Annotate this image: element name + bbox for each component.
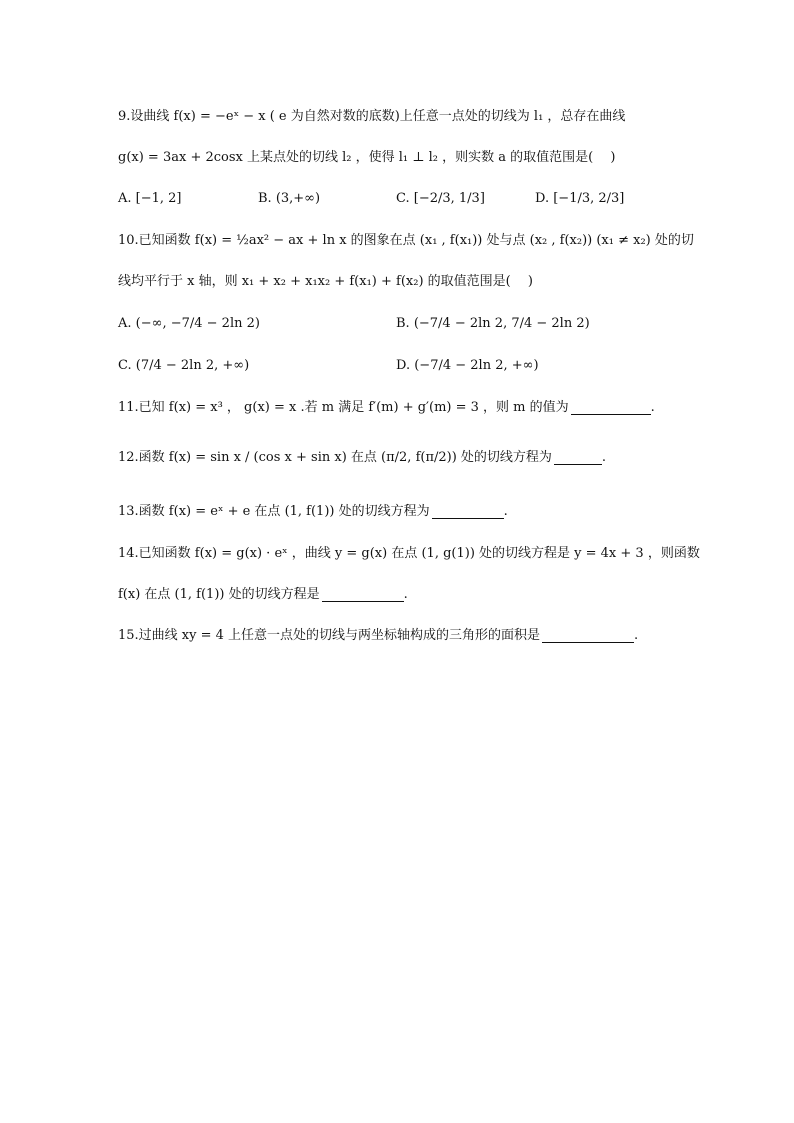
q12-text: 12.函数 f(x) = sin x / (cos x + sin x) 在点 (π/2, f(π/2)) 处的切线方程为 — [118, 450, 552, 465]
q15-end: . — [634, 628, 639, 643]
q9-line1: 9.设曲线 f(x) = −eˣ − x ( e 为自然对数的底数)上任意一点处的切线为 l₁ ，总存在曲线 — [118, 109, 626, 124]
q12-line — [118, 449, 606, 467]
q11-end: . — [650, 400, 655, 415]
q13-end: . — [503, 504, 508, 519]
q14-answer-blank[interactable] — [322, 589, 404, 602]
q9-option-b: B. (3,+∞) — [258, 191, 321, 206]
q12-end: . — [601, 450, 607, 465]
q9-option-a: A. [−1, 2] — [118, 191, 182, 206]
q15-answer-blank[interactable] — [542, 630, 634, 643]
q14-end: . — [403, 587, 408, 602]
q10-line1: 10.已知函数 f(x) = ½ax² − ax + ln x 的图象在点 (x₁ , f(x₁)) 处与点 (x₂ , f(x₂)) (x₁ ≠ x₂) 处的切 — [118, 233, 694, 248]
q10-line2: 线均平行于 x 轴，则 x₁ + x₂ + x₁x₂ + f(x₁) + f(x₂) 的取值范围是( ) — [118, 274, 533, 289]
q14-text: f(x) 在点 (1, f(1)) 处的切线方程是 — [118, 587, 320, 602]
q11-answer-blank[interactable] — [571, 402, 651, 415]
q9-line2: g(x) = 3ax + 2cosx 上某点处的切线 l₂ ，使得 l₁ ⊥ l₂ ，则实数 a 的取值范围是( ) — [118, 150, 616, 165]
q10-option-c: C. (7/4 − 2ln 2, +∞) — [118, 358, 250, 373]
q13-text: 13.函数 f(x) = eˣ + e 在点 (1, f(1)) 处的切线方程为 — [118, 504, 430, 519]
q14-line1: 14.已知函数 f(x) = g(x) · eˣ ，曲线 y = g(x) 在点 (1, g(1)) 处的切线方程是 y = 4x + 3 ，则函数 — [118, 546, 700, 561]
q12-answer-blank[interactable] — [554, 452, 602, 465]
q10-option-a: A. (−∞, −7/4 − 2ln 2) — [118, 316, 260, 331]
q13-line — [118, 503, 508, 521]
q13-answer-blank[interactable] — [432, 506, 504, 519]
q15-text: 15.过曲线 xy = 4 上任意一点处的切线与两坐标轴构成的三角形的面积是 — [118, 628, 541, 643]
q15-line — [118, 627, 638, 645]
q9-option-c: C. [−2/3, 1/3] — [396, 191, 485, 206]
q11-line — [118, 399, 655, 417]
q9-option-d: D. [−1/3, 2/3] — [535, 191, 625, 206]
q10-option-b: B. (−7/4 − 2ln 2, 7/4 − 2ln 2) — [396, 316, 590, 331]
q14-line2 — [118, 586, 408, 604]
q11-text: 11.已知 f(x) = x³ ， g(x) = x .若 m 满足 f′(m) + g′(m) = 3 ，则 m 的值为 — [118, 400, 569, 415]
q10-option-d: D. (−7/4 − 2ln 2, +∞) — [396, 358, 539, 373]
